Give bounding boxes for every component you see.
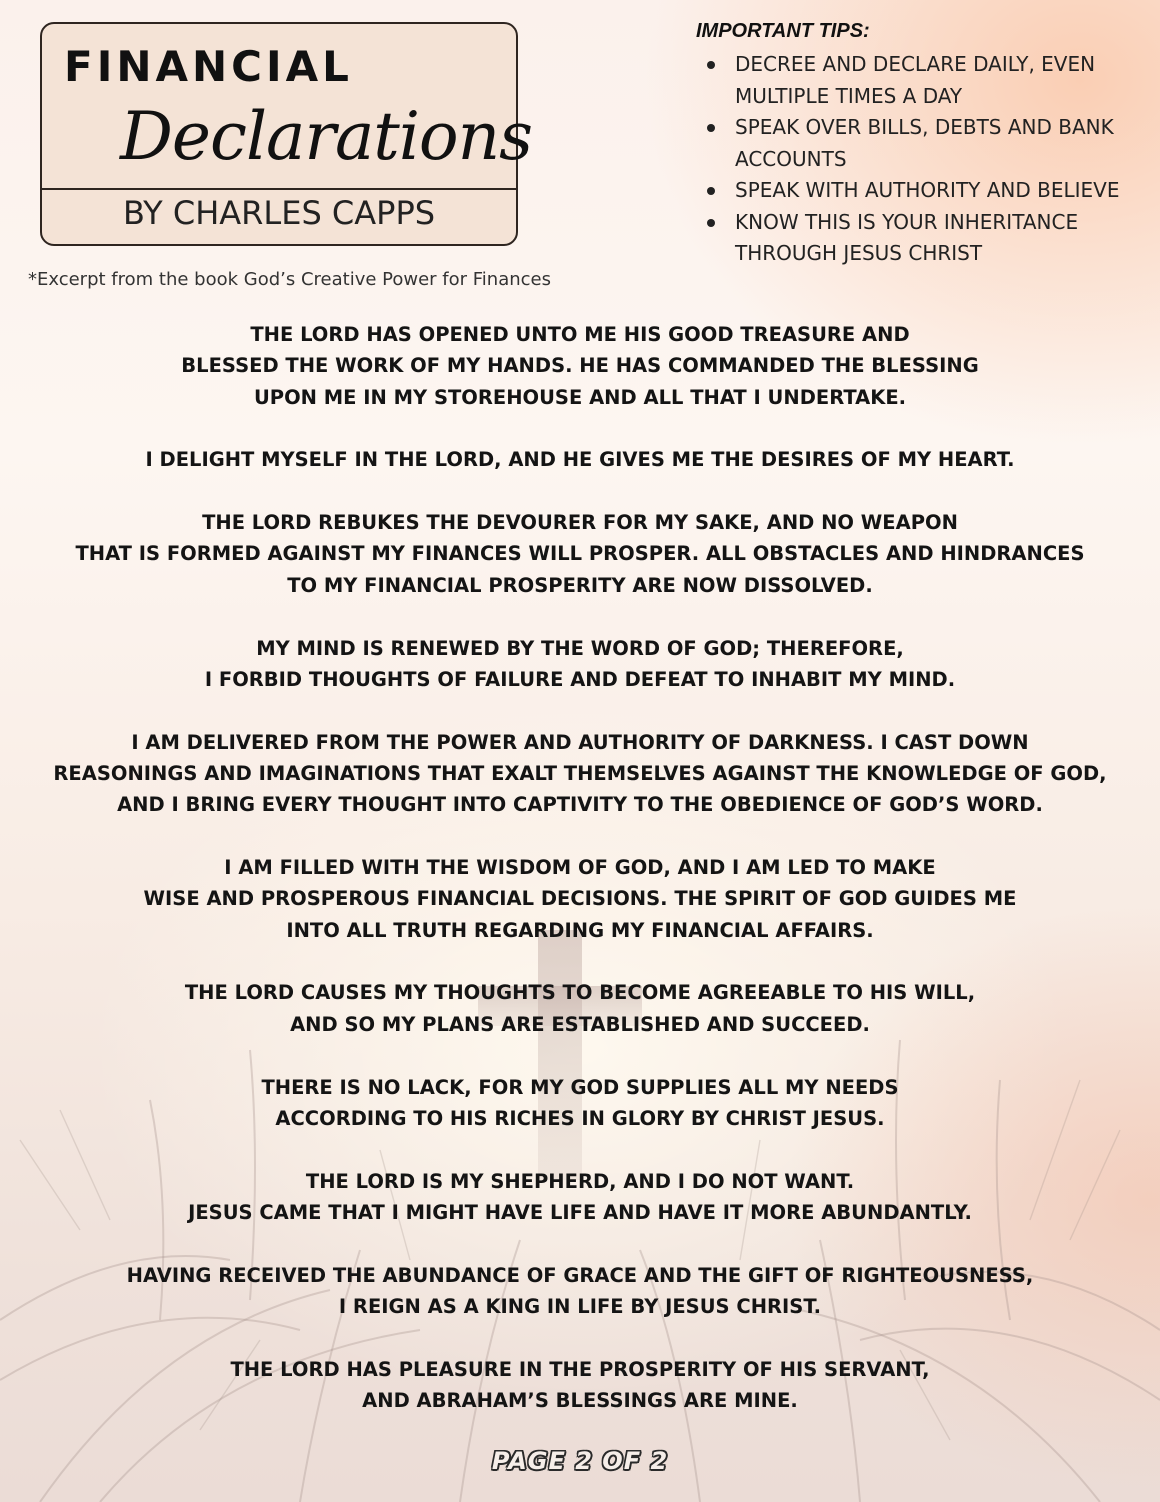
declaration-paragraph: THE LORD HAS PLEASURE IN THE PROSPERITY OF HIS SERVANT, AND ABRAHAM’S BLESSINGS ARE MINE. [230,1357,930,1413]
title-author: BY CHARLES CAPPS [122,194,436,232]
tip-item [696,175,1146,207]
declaration-paragraph: THE LORD IS MY SHEPHERD, AND I DO NOT WANT. JESUS CAME THAT I MIGHT HAVE LIFE AND HAVE IT MORE ABUNDANTLY. [188,1169,972,1224]
page-indicator: PAGE 2 OF 2 [491,1447,669,1475]
declaration-paragraph: THE LORD REBUKES THE DEVOURER FOR MY SAKE, AND NO WEAPON THAT IS FORMED AGAINST MY FINANCES WILL PROSPER. ALL OBSTACLES AND HINDRANCES TO MY FINANCIAL PROSPERITY ARE NOW DISSOLVED. [75,511,1085,597]
tips-heading: IMPORTANT TIPS: [696,20,870,42]
declaration-paragraph: I AM FILLED WITH THE WISDOM OF GOD, AND I AM LED TO MAKE WISE AND PROSPEROUS FINANCIAL DECISIONS. THE SPIRIT OF GOD GUIDES ME INTO ALL TRUTH REGARDING MY FINANCIAL AFFAIRS. [143,856,1017,942]
declaration-paragraph: HAVING RECEIVED THE ABUNDANCE OF GRACE AND THE GIFT OF RIGHTEOUSNESS, I REIGN AS A KING IN LIFE BY JESUS CHRIST. [126,1263,1034,1319]
declaration-paragraph: I DELIGHT MYSELF IN THE LORD, AND HE GIVES ME THE DESIRES OF MY HEART. [145,448,1015,472]
bullet-icon [707,219,715,227]
tip-item [696,112,1146,175]
declaration-paragraph: I AM DELIVERED FROM THE POWER AND AUTHORITY OF DARKNESS. I CAST DOWN REASONINGS AND IMAGINATIONS THAT EXALT THEMSELVES AGAINST THE KNOWLEDGE OF GOD, AND I BRING EVERY THOUGHT INTO CAPTIVITY TO THE OBEDIENCE OF GOD’S WORD. [53,730,1107,817]
bullet-icon [707,61,715,69]
bullet-icon [707,124,715,132]
declaration-paragraph: THE LORD CAUSES MY THOUGHTS TO BECOME AGREEABLE TO HIS WILL, AND SO MY PLANS ARE ESTABLISHED AND SUCCEED. [184,981,976,1036]
excerpt-note: *Excerpt from the book God’s Creative Power for Finances [28,269,552,290]
declaration-paragraph: THE LORD HAS OPENED UNTO ME HIS GOOD TREASURE AND BLESSED THE WORK OF MY HANDS. HE HAS COMMANDED THE BLESSING UPON ME IN MY STOREHOUSE AND ALL THAT I UNDERTAKE. [181,323,979,409]
bullet-icon [707,187,715,195]
tip-text: DECREE AND DECLARE DAILY, EVEN MULTIPLE TIMES A DAY [735,52,1096,108]
tip-text: SPEAK WITH AUTHORITY AND BELIEVE [735,178,1120,202]
tip-text: SPEAK OVER BILLS, DEBTS AND BANK ACCOUNTS [735,115,1114,171]
title-divider [42,188,516,190]
tip-item [696,49,1146,112]
tip-item [696,207,1146,270]
title-financial: FINANCIAL [64,42,353,91]
tips-list [696,49,1146,270]
title-declarations: Declarations [120,98,533,175]
tip-text: KNOW THIS IS YOUR INHERITANCE THROUGH JESUS CHRIST [735,209,1079,265]
title-box [40,22,533,246]
declaration-paragraph: MY MIND IS RENEWED BY THE WORD OF GOD; THEREFORE, I FORBID THOUGHTS OF FAILURE AND DEFEAT TO INHABIT MY MIND. [204,636,956,691]
declarations-list [20,319,1140,1448]
declaration-paragraph: THERE IS NO LACK, FOR MY GOD SUPPLIES ALL MY NEEDS ACCORDING TO HIS RICHES IN GLORY BY CHRIST JESUS. [261,1075,899,1130]
important-tips [696,20,1146,270]
